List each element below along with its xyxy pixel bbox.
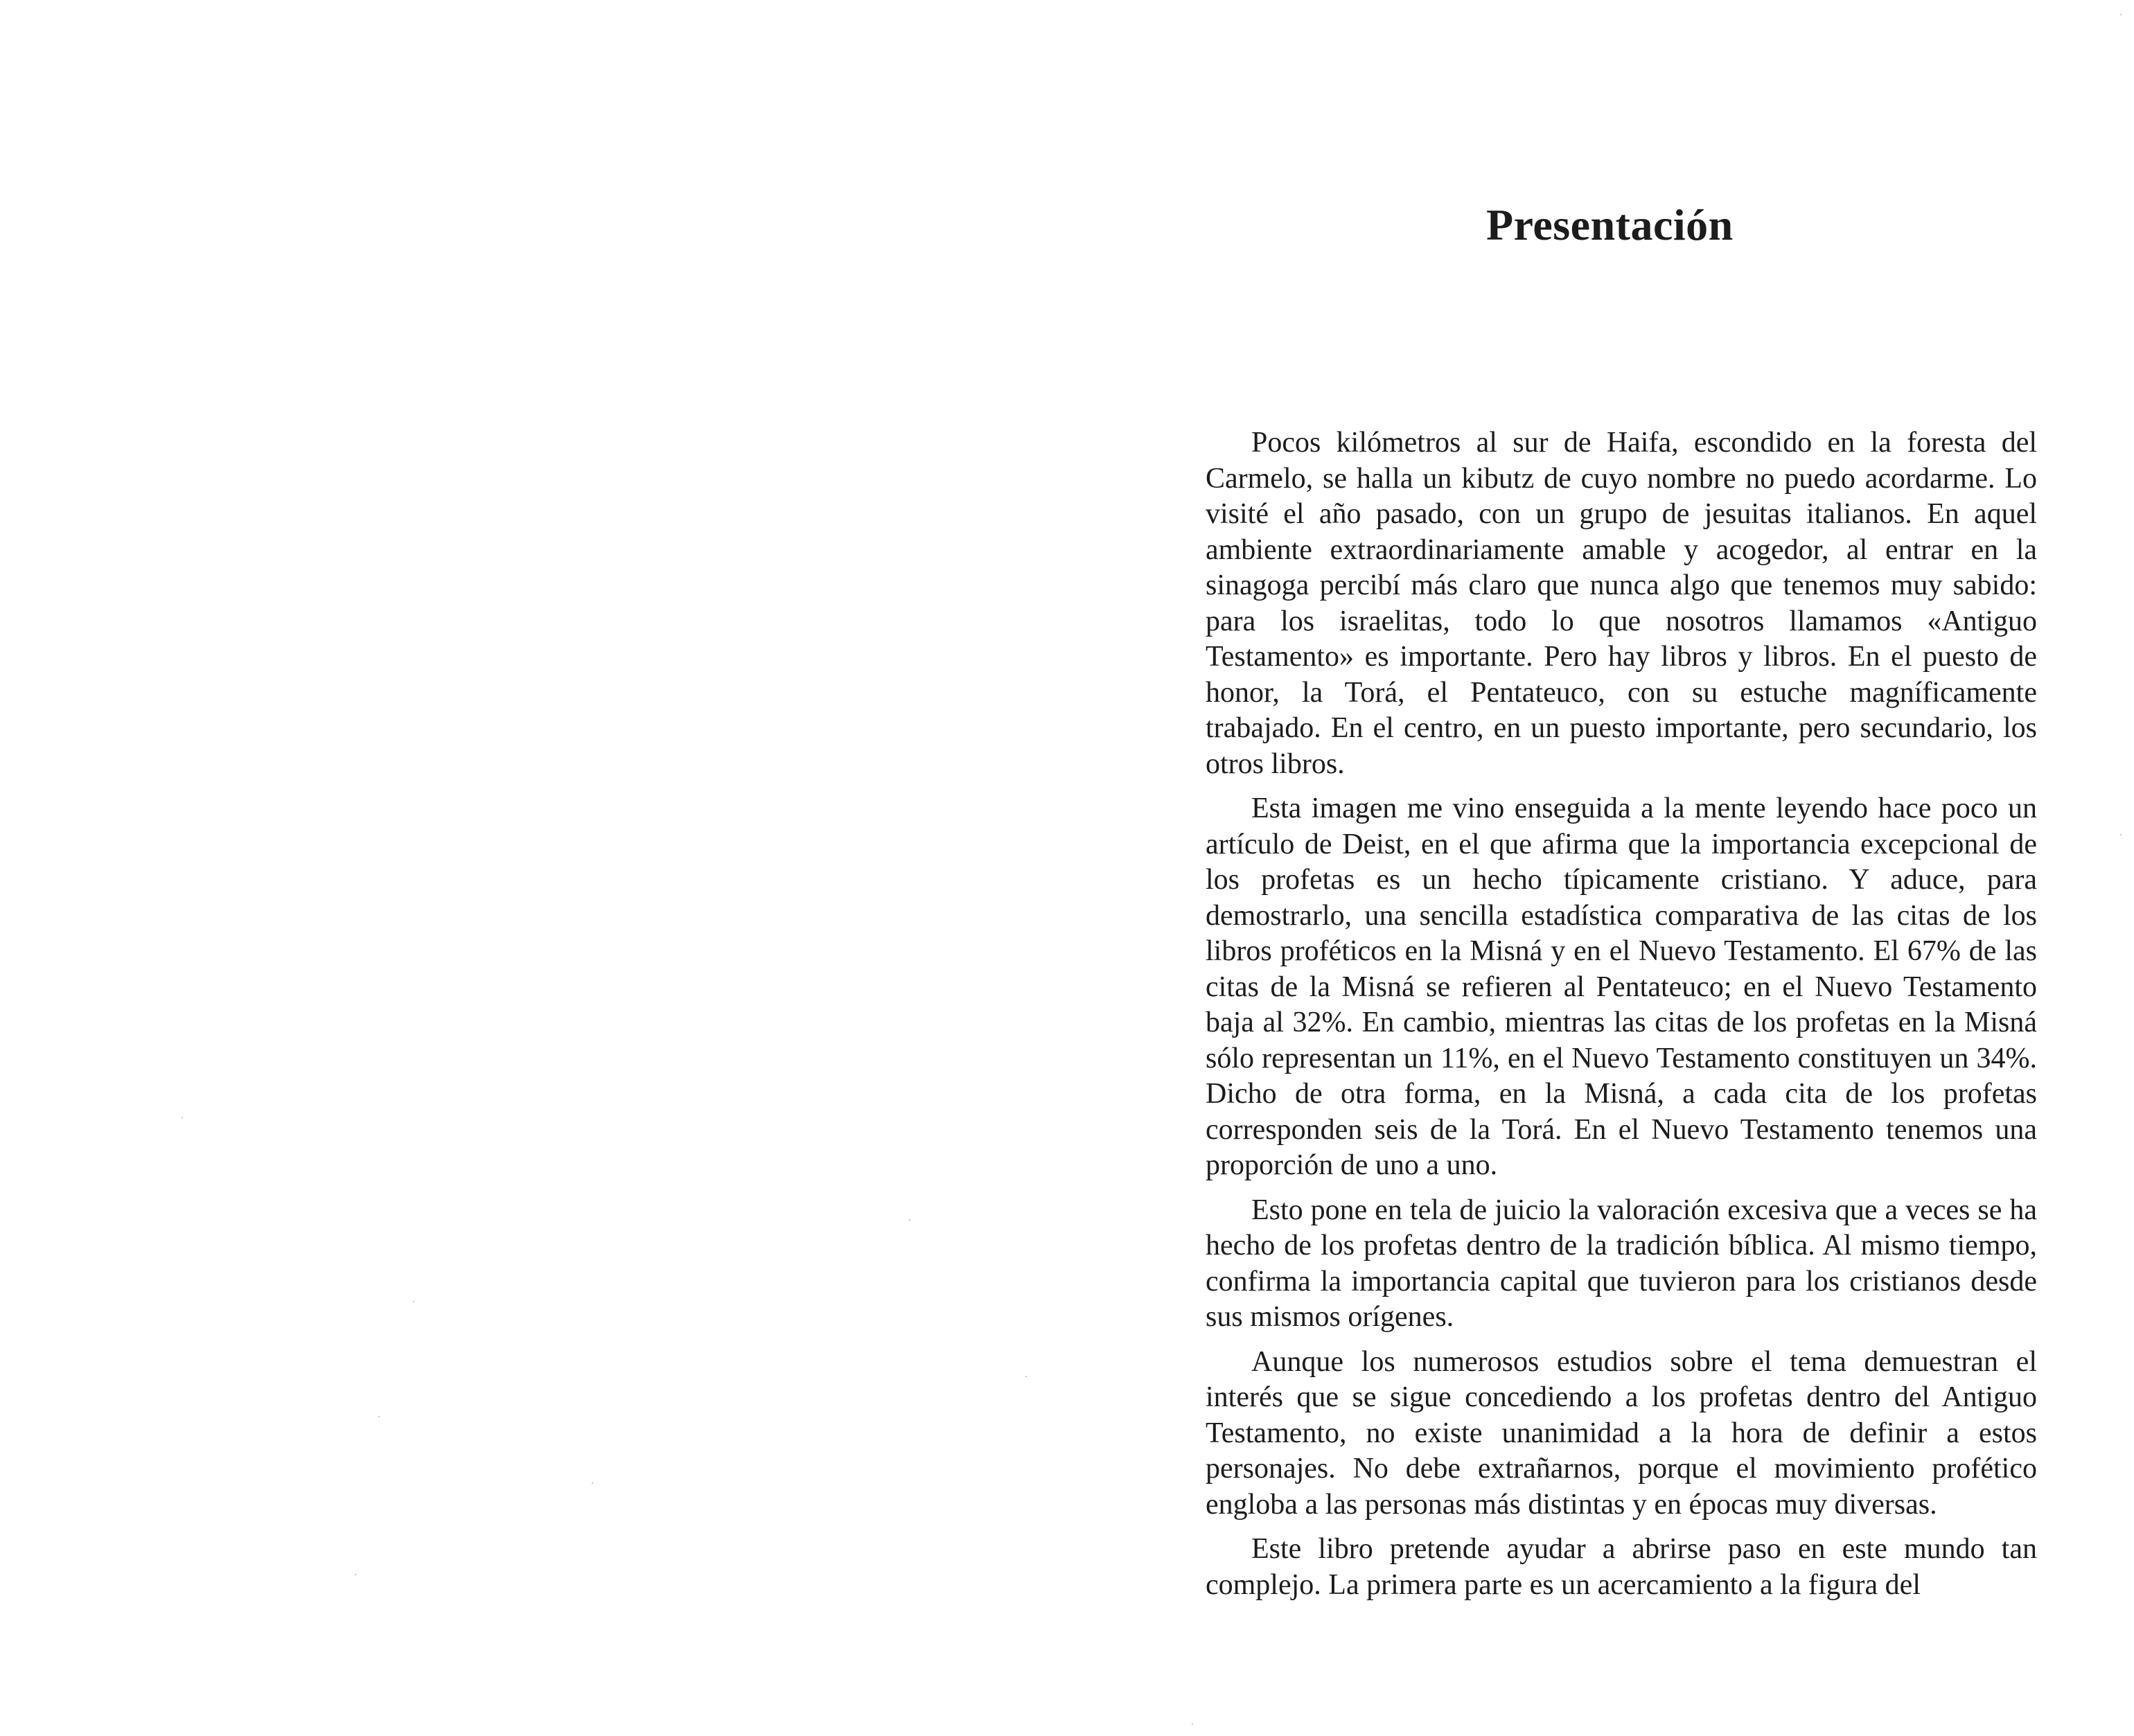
- paper-speck: [909, 1219, 910, 1221]
- paper-speck: [413, 1301, 414, 1302]
- paper-speck: [2120, 14, 2122, 15]
- page-title: Presentación: [1486, 200, 1734, 249]
- paper-speck: [355, 1574, 356, 1575]
- paragraph: Pocos kilómetros al sur de Haifa, escondido en la foresta del Carmelo, se halla un kibutz de cuyo nombre no puedo acordarme. Lo visité el año pasado, con un grupo de jesuitas italianos. En aquel ambiente extraordinariamente amable y acogedor, al entrar en la sinagoga percibí más claro que nunca algo que tenemos muy sabido: para los israelitas, todo lo que nosotros llamamos «Antiguo Testamento» es importante. Pero hay libros y libros. En el puesto de honor, la Torá, el Pentateuco, con su estuche magníficamente trabajado. En el centro, en un puesto importante, pero secundario, los otros libros.: [1206, 427, 2037, 780]
- paper-speck: [2120, 834, 2122, 835]
- paragraph: Aunque los numerosos estudios sobre el tema demuestran el interés que se sigue concediendo a los profetas dentro del Antiguo Testamento, no existe unanimidad a la hora de definir a estos personajes. No debe extrañarnos, porque el movimiento profético engloba a las personas más distintas y en épocas muy diversas.: [1206, 1345, 2037, 1521]
- paper-speck: [182, 1117, 183, 1118]
- paper-speck: [1192, 1724, 1193, 1725]
- paragraph: Esto pone en tela de juicio la valoración excesiva que a veces se ha hecho de los profetas dentro de la tradición bíblica. Al mismo tiempo, confirma la importancia capital que tuvieron para los cristianos desde sus mismos orígenes.: [1206, 1194, 2037, 1333]
- paragraph: Esta imagen me vino enseguida a la mente leyendo hace poco un artículo de Deist, en el que afirma que la importancia excepcional de los profetas es un hecho típicamente cristiano. Y aduce, para demostrarlo, una sencilla estadística comparativa de las citas de los libros proféticos en la Misná y en el Nuevo Testamento. El 67% de las citas de la Misná se refieren al Pentateuco; en el Nuevo Testamento baja al 32%. En cambio, mientras las citas de los profetas en la Misná sólo representan un 11%, en el Nuevo Testamento constituyen un 34%. Dicho de otra forma, en la Misná, a cada cita de los profetas corresponden seis de la Torá. En el Nuevo Testamento tenemos una proporción de uno a uno.: [1206, 792, 2037, 1181]
- body-text: [1206, 425, 2037, 1612]
- paper-speck: [592, 1482, 593, 1484]
- paper-speck: [378, 1416, 380, 1417]
- paragraph: Este libro pretende ayudar a abrirse paso en este mundo tan complejo. La primera parte es un acercamiento a la figura del: [1206, 1533, 2037, 1601]
- paper-speck: [1025, 1376, 1027, 1377]
